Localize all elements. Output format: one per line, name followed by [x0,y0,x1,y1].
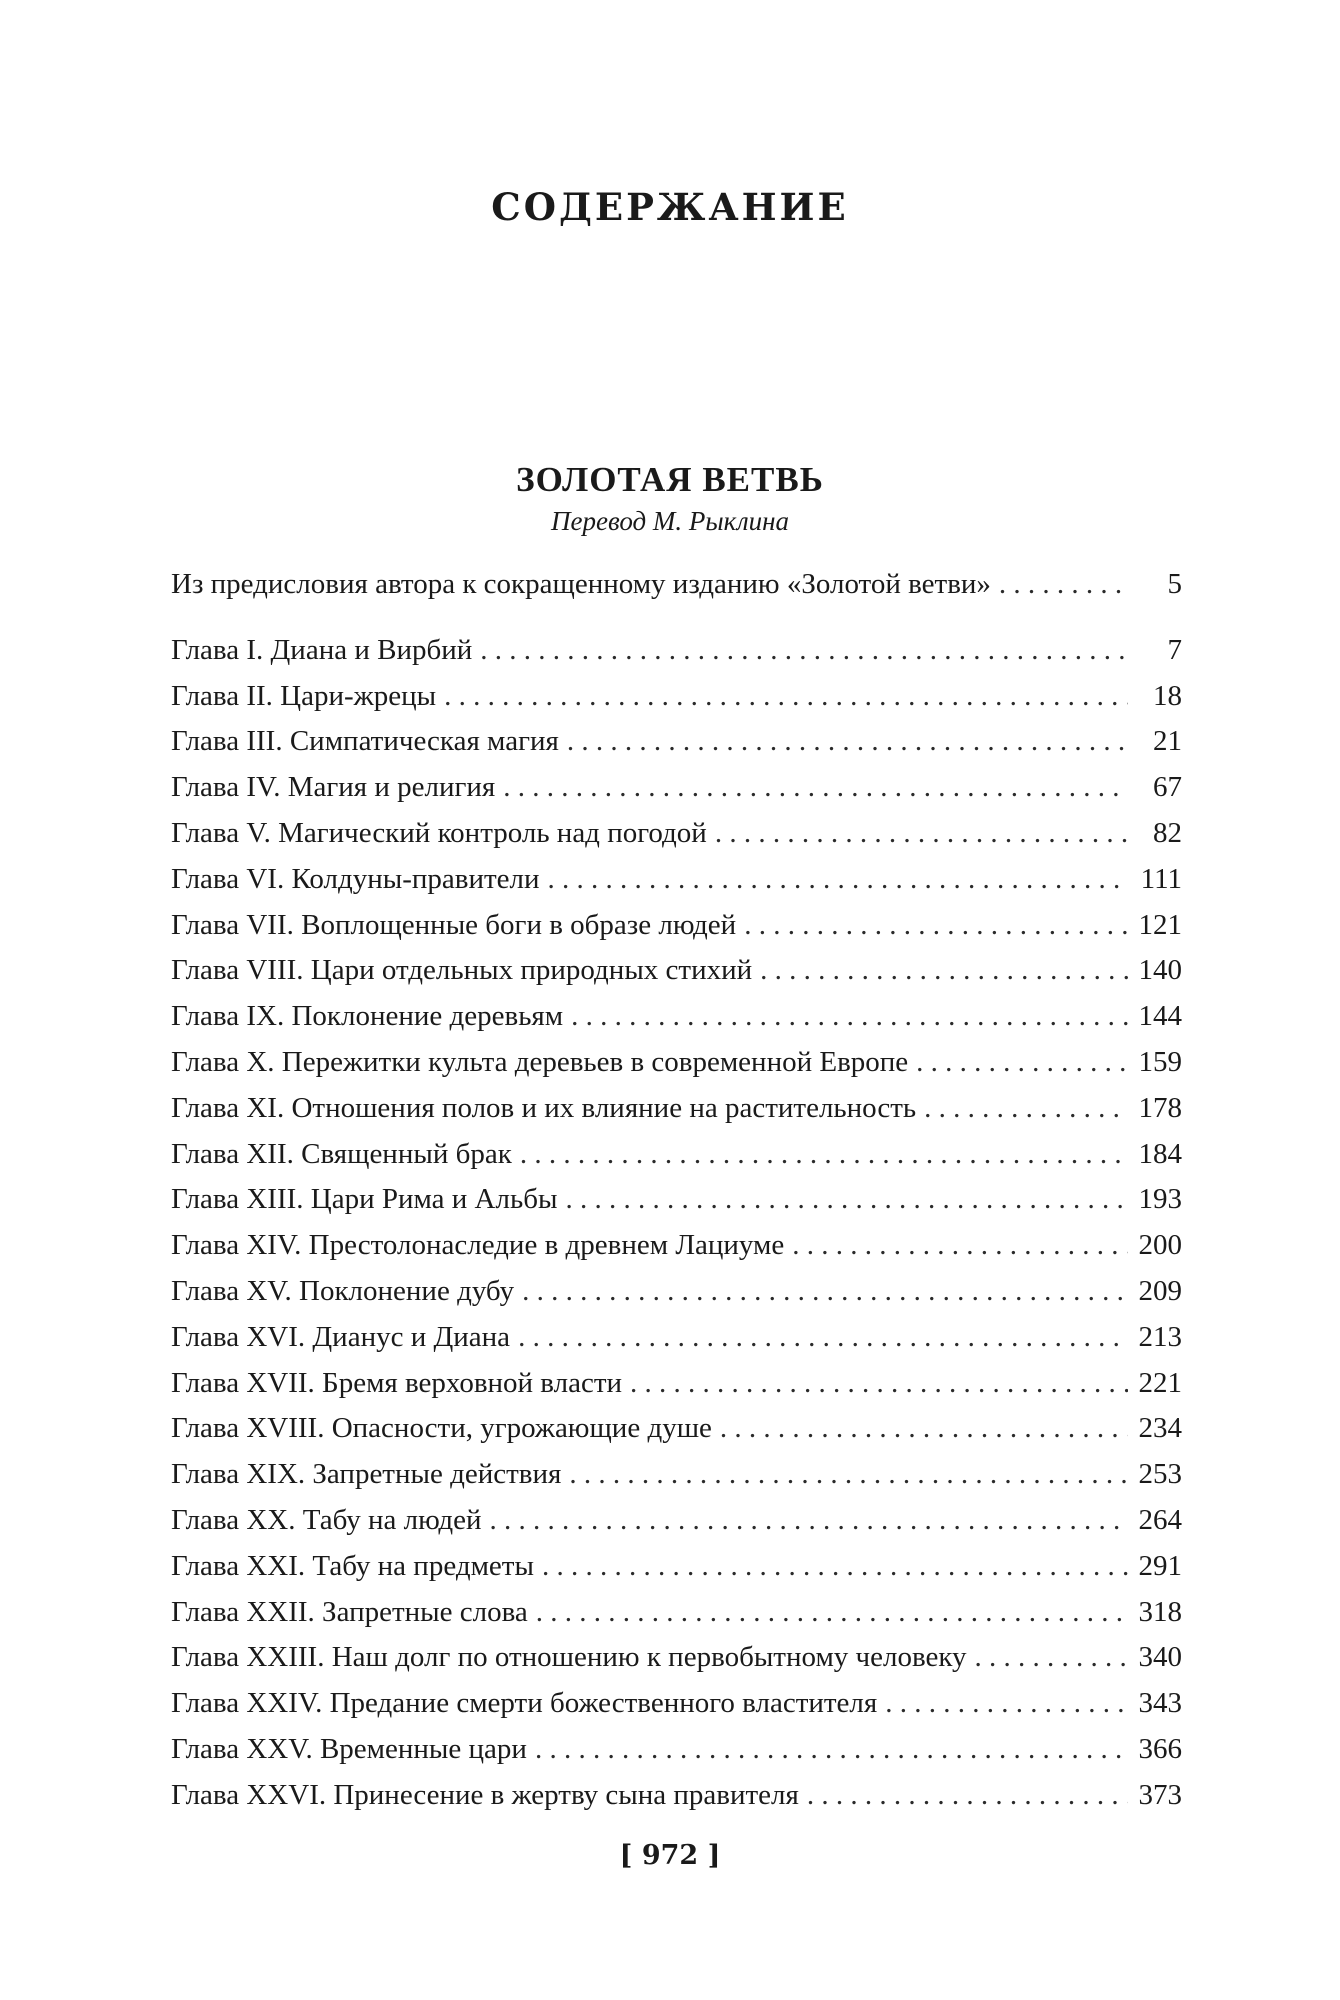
toc-entry-page: 184 [1138,1137,1182,1170]
dot-leader [885,1681,1128,1727]
section-title: ЗОЛОТАЯ ВЕТВЬ [516,460,824,499]
dot-leader [744,903,1128,949]
dot-leader [548,857,1128,903]
toc-entry-page: 221 [1138,1366,1182,1399]
toc-entry-label: Глава XIII. Цари Рима и Альбы [171,1183,558,1216]
toc-entry-label: Глава XVII. Бремя верховной власти [171,1366,623,1399]
toc-entry-page: 264 [1138,1503,1182,1536]
toc-entry-label: Глава IX. Поклонение деревьям [171,1000,564,1033]
dot-leader [571,994,1128,1040]
dot-leader [792,1223,1128,1269]
dot-leader [522,1269,1128,1315]
toc-entry-page: 140 [1138,954,1182,987]
dot-leader [565,1177,1128,1223]
toc-entry-label: Глава II. Цари-жрецы [171,679,437,712]
toc-entry-label: Глава XIV. Престолонаследие в древнем Лациуме [171,1229,785,1262]
toc-entry-chapter-25[interactable] [171,1727,1182,1773]
toc-entry-page: 209 [1138,1274,1182,1307]
dot-leader [536,1590,1128,1636]
toc-entry-chapter-6[interactable] [171,857,1182,903]
toc-entry-label: Глава III. Симпатическая магия [171,725,559,758]
translator-credit: Перевод М. Рыклина [551,506,789,536]
dot-leader [760,948,1128,994]
toc-entry-label: Глава XXVI. Принесение в жертву сына правителя [171,1778,799,1811]
toc-entry-label: Глава I. Диана и Вирбий [171,633,473,666]
dot-leader [916,1040,1128,1086]
toc-entry-chapter-8[interactable] [171,948,1182,994]
dot-leader [567,719,1128,765]
toc-entry-page: 234 [1138,1412,1182,1445]
toc-entry-page: 121 [1138,908,1182,941]
page-number: [ 972 ] [619,1840,721,1871]
toc-entry-page: 373 [1138,1778,1182,1811]
toc-entry-chapter-15[interactable] [171,1269,1182,1315]
toc-entry-page: 67 [1153,771,1182,804]
dot-leader [569,1452,1128,1498]
dot-leader [975,1635,1128,1681]
toc-entry-chapter-26[interactable] [171,1773,1182,1819]
dot-leader [518,1315,1128,1361]
toc-entry-chapter-13[interactable] [171,1177,1182,1223]
toc-entry-page: 193 [1138,1183,1182,1216]
toc-entry-label: Из предисловия автора к сокращенному изданию «Золотой ветви» [171,568,991,600]
toc-entry-chapter-20[interactable] [171,1498,1182,1544]
toc-entry-chapter-17[interactable] [171,1361,1182,1407]
toc-entry-label: Глава VI. Колдуны-правители [171,862,540,895]
toc-entry-page: 82 [1153,816,1182,849]
dot-leader [480,628,1128,674]
toc-entry-chapter-23[interactable] [171,1635,1182,1681]
toc-entry-chapter-1[interactable] [171,628,1182,674]
page-title: СОДЕРЖАНИЕ [491,185,849,229]
toc-entry-page: 213 [1138,1320,1182,1353]
toc-entry-label: Глава XXI. Табу на предметы [171,1549,534,1582]
toc-entry-page: 340 [1138,1641,1182,1674]
toc-entry-label: Глава XII. Священный брак [171,1137,512,1170]
toc-entry-chapter-12[interactable] [171,1132,1182,1178]
toc-entry-chapter-7[interactable] [171,903,1182,949]
toc-entry-label: Глава XIX. Запретные действия [171,1458,562,1491]
toc-entry-chapter-9[interactable] [171,994,1182,1040]
toc-entry-chapter-4[interactable] [171,765,1182,811]
toc-entry-page: 144 [1138,1000,1182,1033]
toc-entry-chapter-3[interactable] [171,719,1182,765]
toc-entry-label: Глава VIII. Цари отдельных природных стихий [171,954,753,987]
toc-entry-page: 343 [1138,1687,1182,1720]
toc-entry-label: Глава IV. Магия и религия [171,771,496,804]
table-of-contents [171,562,1182,1819]
toc-entry-chapter-14[interactable] [171,1223,1182,1269]
dot-leader [715,811,1128,857]
toc-entry-page: 21 [1153,725,1182,758]
dot-leader [542,1544,1128,1590]
toc-entry-page: 111 [1140,862,1182,895]
toc-entry-preface[interactable] [171,562,1182,608]
toc-entry-chapter-10[interactable] [171,1040,1182,1086]
toc-entry-chapter-22[interactable] [171,1590,1182,1636]
dot-leader [630,1361,1128,1407]
toc-entry-chapter-2[interactable] [171,674,1182,720]
toc-entry-page: 178 [1138,1091,1182,1124]
toc-entry-label: Глава XV. Поклонение дубу [171,1274,515,1307]
toc-entry-page: 18 [1153,679,1182,712]
dot-leader [999,562,1128,608]
dot-leader [520,1132,1128,1178]
toc-entry-label: Глава VII. Воплощенные боги в образе людей [171,908,737,941]
toc-entry-chapter-16[interactable] [171,1315,1182,1361]
toc-entry-page: 159 [1138,1045,1182,1078]
toc-entry-label: Глава XVI. Дианус и Диана [171,1320,511,1353]
dot-leader [720,1406,1128,1452]
toc-entry-page: 366 [1138,1732,1182,1765]
toc-entry-page: 318 [1138,1595,1182,1628]
toc-entry-label: Глава V. Магический контроль над погодой [171,816,707,849]
dot-leader [535,1727,1128,1773]
dot-leader [444,674,1128,720]
toc-entry-page: 5 [1167,568,1182,600]
dot-leader [503,765,1128,811]
toc-entry-chapter-24[interactable] [171,1681,1182,1727]
toc-entry-chapter-18[interactable] [171,1406,1182,1452]
dot-leader [807,1773,1128,1819]
toc-entry-chapter-5[interactable] [171,811,1182,857]
toc-entry-page: 253 [1138,1458,1182,1491]
toc-entry-label: Глава XI. Отношения полов и их влияние на растительность [171,1091,917,1124]
toc-entry-label: Глава X. Пережитки культа деревьев в современной Европе [171,1045,909,1078]
toc-entry-chapter-19[interactable] [171,1452,1182,1498]
toc-entry-label: Глава XXIII. Наш долг по отношению к первобытному человеку [171,1641,967,1674]
toc-entry-page: 7 [1167,633,1182,666]
dot-leader [924,1086,1128,1132]
toc-entry-page: 291 [1138,1549,1182,1582]
toc-entry-label: Глава XXIV. Предание смерти божественного властителя [171,1687,878,1720]
toc-entry-label: Глава XXV. Временные цари [171,1732,527,1765]
toc-entry-chapter-11[interactable] [171,1086,1182,1132]
dot-leader [489,1498,1128,1544]
toc-entry-label: Глава XXII. Запретные слова [171,1595,528,1628]
toc-entry-label: Глава XX. Табу на людей [171,1503,482,1536]
toc-entry-label: Глава XVIII. Опасности, угрожающие душе [171,1412,712,1445]
toc-entry-page: 200 [1138,1229,1182,1262]
toc-entry-chapter-21[interactable] [171,1544,1182,1590]
